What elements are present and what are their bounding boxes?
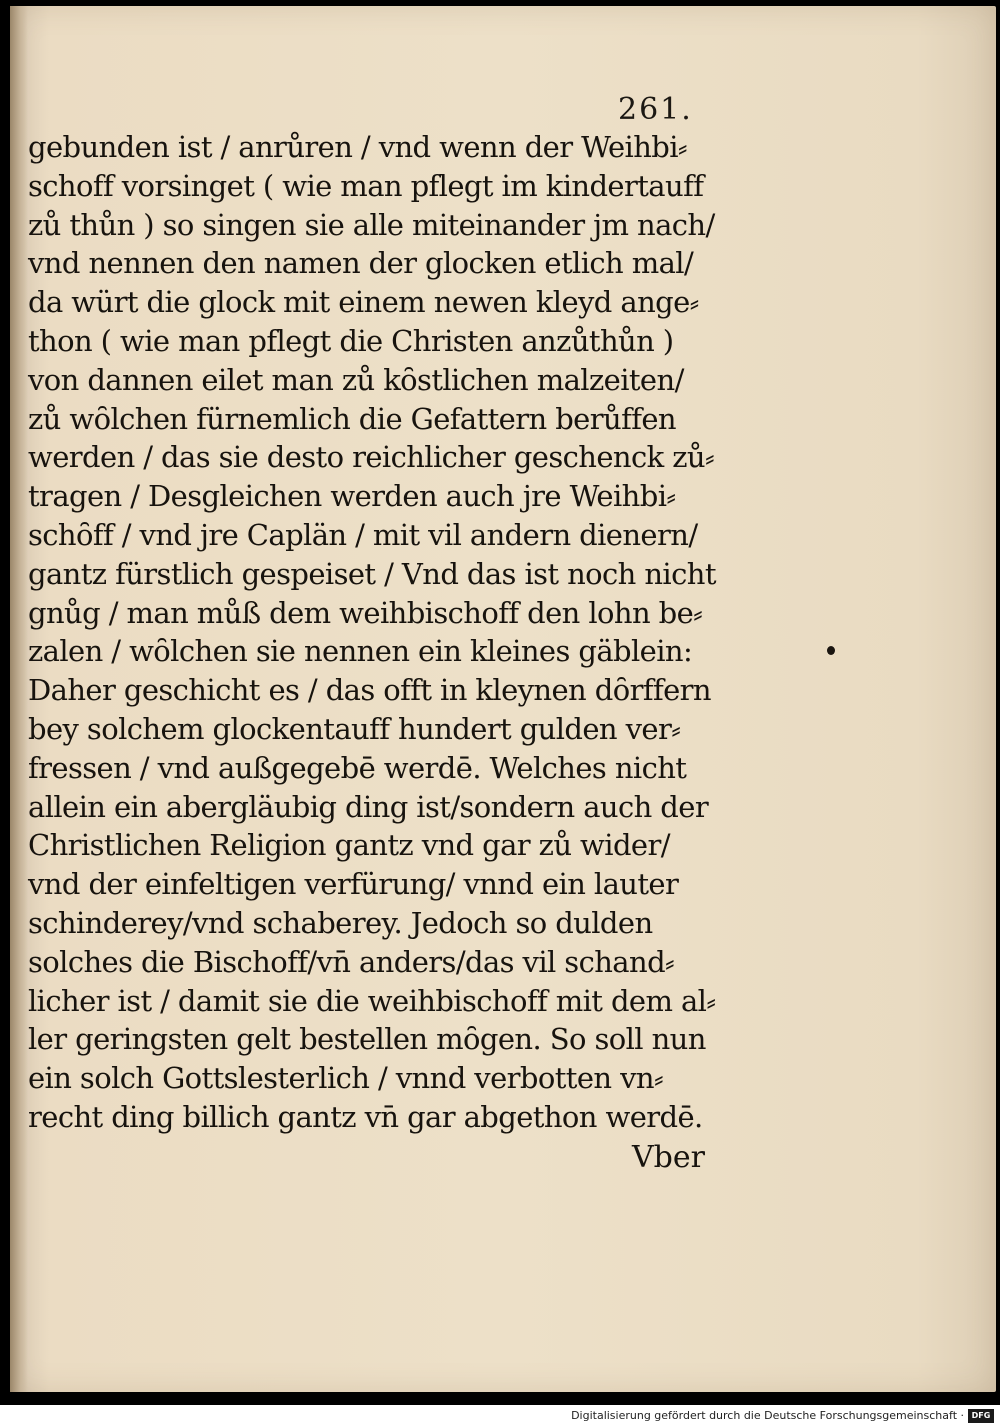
text-line: tragen / Desgleichen werden auch jre Weihbi⸗	[28, 479, 676, 514]
ink-speck	[827, 646, 835, 655]
text-line: gantz fürstlich gespeiset / Vnd das ist noch nicht	[28, 556, 716, 591]
text-line: werden / das sie desto reichlicher geschenck zů⸗	[28, 440, 715, 475]
text-line: schȏff / vnd jre Caplän / mit vil andern dienern/	[28, 517, 698, 552]
text-line: ler geringsten gelt bestellen mȏgen. So soll nun	[28, 1022, 706, 1057]
text-line: thon ( wie man pflegt die Christen anzůthůn )	[28, 323, 674, 358]
text-line: solches die Bischoff/vn̄ anders/das vil schand⸗	[28, 944, 675, 979]
footer-credit: Digitalisierung gefördert durch die Deutsche Forschungsgemeinschaft ·	[571, 1409, 964, 1422]
text-block	[28, 128, 748, 1137]
text-line: von dannen eilet man zů kȏstlichen malzeiten/	[28, 362, 684, 397]
text-line: Christlichen Religion gantz vnd gar zů wider/	[28, 828, 670, 863]
text-line: vnd nennen den namen der glocken etlich mal/	[28, 246, 694, 281]
text-line: licher ist / damit sie die weihbischoff mit dem al⸗	[28, 983, 716, 1018]
text-line: zů thůn ) so singen sie alle miteinander jm nach/	[28, 207, 715, 242]
text-line: da würt die glock mit einem newen kleyd ange⸗	[28, 285, 699, 320]
text-line: gebunden ist / anrůren / vnd wenn der Weihbi⸗	[28, 130, 687, 164]
text-line: zů wȏlchen fürnemlich die Gefattern berůffen	[28, 401, 676, 436]
text-line: schoff vorsinget ( wie man pflegt im kindertauff	[28, 168, 704, 203]
text-line: ein solch Gottslesterlich / vnnd verbotten vn⸗	[28, 1061, 664, 1096]
text-line: gnůg / man můß dem weihbischoff den lohn be⸗	[28, 595, 703, 630]
text-line: vnd der einfeltigen verfürung/ vnnd ein lauter	[28, 867, 679, 902]
text-line: bey solchem glockentauff hundert gulden ver⸗	[28, 711, 681, 746]
dfg-logo-icon: DFG	[968, 1409, 994, 1423]
page-gutter	[10, 6, 28, 1392]
text-line: fressen / vnd außgegebē werdē. Welches nicht	[28, 750, 687, 785]
catchword: Vber	[632, 1140, 705, 1175]
page-number: 261.	[618, 92, 693, 127]
footer-bar	[0, 1405, 1000, 1428]
text-line: Daher geschicht es / das offt in kleynen dȏrffern	[28, 673, 712, 708]
text-line: allein ein abergläubig ding ist/sondern auch der	[28, 789, 709, 824]
text-line: zalen / wȏlchen sie nennen ein kleines gäblein:	[28, 634, 693, 669]
text-line: recht ding billich gantz vn̄ gar abgethon werdē.	[28, 1099, 703, 1134]
text-line: schinderey/vnd schaberey. Jedoch so dulden	[28, 905, 653, 940]
